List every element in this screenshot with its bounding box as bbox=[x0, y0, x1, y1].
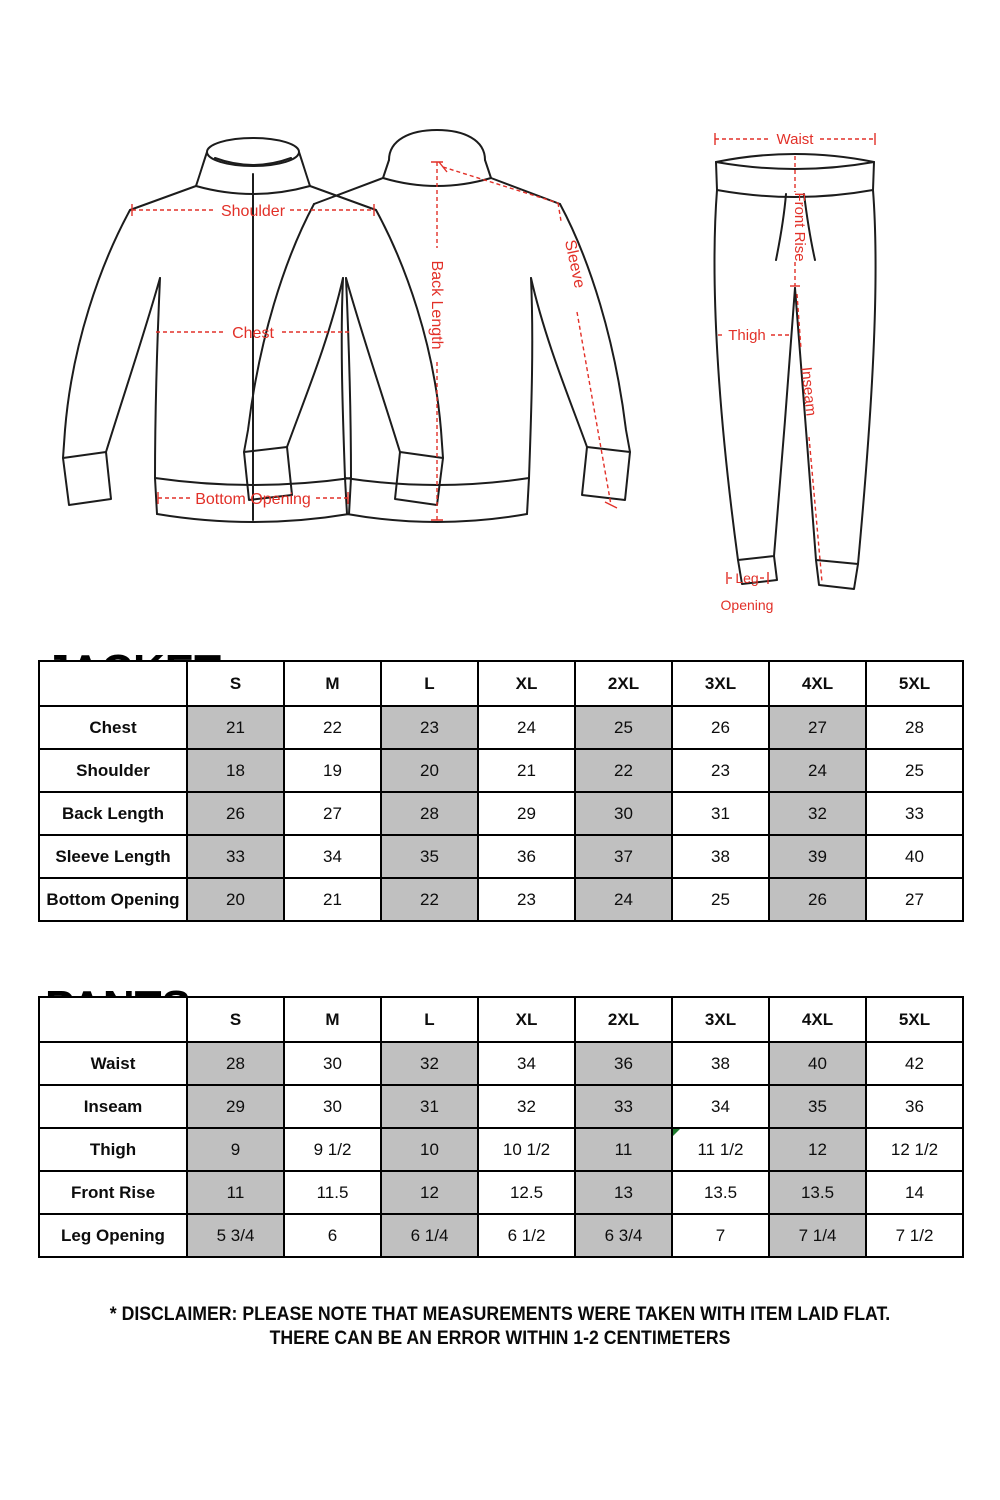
size-cell: 12.5 bbox=[478, 1171, 575, 1214]
pants-size-table bbox=[38, 996, 964, 1258]
size-cell: 25 bbox=[672, 878, 769, 921]
table-row bbox=[39, 792, 963, 835]
disclaimer-line2: THERE CAN BE AN ERROR WITHIN 1-2 CENTIMETERS bbox=[269, 1328, 731, 1349]
size-cell: 11 bbox=[187, 1171, 284, 1214]
size-column-header: L bbox=[381, 661, 478, 706]
jacket-size-table bbox=[38, 660, 964, 922]
size-cell: 30 bbox=[284, 1085, 381, 1128]
size-cell: 30 bbox=[284, 1042, 381, 1085]
size-cell: 6 3/4 bbox=[575, 1214, 672, 1257]
jacket-sleeve-measure bbox=[439, 162, 617, 508]
pants-waist-measure bbox=[715, 131, 875, 148]
size-cell: 24 bbox=[478, 706, 575, 749]
disclaimer-line1: * DISCLAIMER: PLEASE NOTE THAT MEASUREMENTS WERE TAKEN WITH ITEM LAID FLAT. bbox=[109, 1304, 891, 1325]
jacket-back-length-label: Back Length bbox=[428, 260, 445, 350]
size-column-header: XL bbox=[478, 997, 575, 1042]
size-column-header: 5XL bbox=[866, 661, 963, 706]
size-cell: 29 bbox=[478, 792, 575, 835]
size-cell: 13.5 bbox=[672, 1171, 769, 1214]
size-cell: 10 1/2 bbox=[478, 1128, 575, 1171]
size-cell: 27 bbox=[284, 792, 381, 835]
table-row bbox=[39, 1128, 963, 1171]
size-cell: 25 bbox=[575, 706, 672, 749]
table-row bbox=[39, 835, 963, 878]
table-row bbox=[39, 1214, 963, 1257]
size-column-header: M bbox=[284, 997, 381, 1042]
size-cell: 38 bbox=[672, 1042, 769, 1085]
size-cell: 37 bbox=[575, 835, 672, 878]
table-row bbox=[39, 1085, 963, 1128]
size-cell: 11.5 bbox=[284, 1171, 381, 1214]
pants-inseam-label: Inseam bbox=[797, 366, 820, 417]
pants-front-rise-label: Front Rise bbox=[791, 192, 808, 262]
size-cell: 35 bbox=[769, 1085, 866, 1128]
size-cell: 22 bbox=[381, 878, 478, 921]
jacket-chest-label: Chest bbox=[232, 325, 274, 342]
size-cell: 27 bbox=[866, 878, 963, 921]
size-cell: 7 1/2 bbox=[866, 1214, 963, 1257]
size-cell: 40 bbox=[866, 835, 963, 878]
pants-inseam-measure bbox=[797, 294, 822, 582]
size-cell: 28 bbox=[187, 1042, 284, 1085]
size-cell: 21 bbox=[284, 878, 381, 921]
row-label: Chest bbox=[39, 706, 187, 749]
size-cell: 26 bbox=[187, 792, 284, 835]
size-column-header: S bbox=[187, 661, 284, 706]
row-label: Bottom Opening bbox=[39, 878, 187, 921]
size-cell: 32 bbox=[769, 792, 866, 835]
jacket-bottom-opening-measure bbox=[158, 491, 348, 508]
jacket-diagram bbox=[40, 100, 650, 560]
table-corner-cell bbox=[39, 997, 187, 1042]
size-cell: 28 bbox=[866, 706, 963, 749]
pants-diagram bbox=[690, 112, 900, 632]
size-column-header: 3XL bbox=[672, 997, 769, 1042]
size-column-header: L bbox=[381, 997, 478, 1042]
size-cell: 20 bbox=[381, 749, 478, 792]
size-cell: 6 1/2 bbox=[478, 1214, 575, 1257]
row-label: Shoulder bbox=[39, 749, 187, 792]
size-cell: 39 bbox=[769, 835, 866, 878]
pants-waist-label: Waist bbox=[776, 131, 814, 148]
size-cell: 29 bbox=[187, 1085, 284, 1128]
pants-leg-opening-label-line1: Leg bbox=[735, 570, 759, 586]
size-cell: 10 bbox=[381, 1128, 478, 1171]
size-cell: 12 bbox=[381, 1171, 478, 1214]
row-label: Sleeve Length bbox=[39, 835, 187, 878]
table-row bbox=[39, 878, 963, 921]
jacket-bottom-opening-label: Bottom Opening bbox=[195, 491, 311, 508]
row-label: Waist bbox=[39, 1042, 187, 1085]
size-cell: 9 1/2 bbox=[284, 1128, 381, 1171]
size-cell: 26 bbox=[672, 706, 769, 749]
size-cell: 14 bbox=[866, 1171, 963, 1214]
size-cell: 33 bbox=[187, 835, 284, 878]
size-column-header: 3XL bbox=[672, 661, 769, 706]
size-cell: 21 bbox=[478, 749, 575, 792]
size-cell: 12 bbox=[769, 1128, 866, 1171]
size-cell: 22 bbox=[575, 749, 672, 792]
size-cell: 34 bbox=[478, 1042, 575, 1085]
size-column-header: M bbox=[284, 661, 381, 706]
size-cell: 27 bbox=[769, 706, 866, 749]
size-cell: 22 bbox=[284, 706, 381, 749]
size-cell: 34 bbox=[672, 1085, 769, 1128]
jacket-sleeve-label: Sleeve bbox=[561, 238, 588, 290]
size-cell: 24 bbox=[575, 878, 672, 921]
size-cell: 25 bbox=[866, 749, 963, 792]
pants-thigh-measure bbox=[718, 327, 791, 344]
size-column-header: XL bbox=[478, 661, 575, 706]
size-cell: 6 1/4 bbox=[381, 1214, 478, 1257]
size-cell: 36 bbox=[866, 1085, 963, 1128]
table-row bbox=[39, 1171, 963, 1214]
size-cell: 26 bbox=[769, 878, 866, 921]
table-row bbox=[39, 706, 963, 749]
size-cell: 23 bbox=[478, 878, 575, 921]
size-cell: 19 bbox=[284, 749, 381, 792]
size-cell: 12 1/2 bbox=[866, 1128, 963, 1171]
row-label: Front Rise bbox=[39, 1171, 187, 1214]
row-label: Back Length bbox=[39, 792, 187, 835]
size-cell: 42 bbox=[866, 1042, 963, 1085]
jacket-chest-measure bbox=[156, 325, 350, 342]
row-label: Thigh bbox=[39, 1128, 187, 1171]
pants-leg-opening-label-line2: Opening bbox=[720, 597, 774, 613]
size-cell: 13.5 bbox=[769, 1171, 866, 1214]
size-cell: 38 bbox=[672, 835, 769, 878]
pants-front-rise-measure bbox=[790, 156, 808, 286]
size-cell: 13 bbox=[575, 1171, 672, 1214]
size-cell: 33 bbox=[866, 792, 963, 835]
size-cell: 21 bbox=[187, 706, 284, 749]
jacket-shoulder-measure bbox=[132, 203, 374, 220]
size-column-header: 5XL bbox=[866, 997, 963, 1042]
size-column-header: 4XL bbox=[769, 997, 866, 1042]
size-column-header: 2XL bbox=[575, 997, 672, 1042]
pants-thigh-label: Thigh bbox=[728, 327, 766, 344]
size-cell: 36 bbox=[478, 835, 575, 878]
size-cell: 32 bbox=[381, 1042, 478, 1085]
size-cell: 31 bbox=[672, 792, 769, 835]
size-cell: 7 bbox=[672, 1214, 769, 1257]
size-cell: 24 bbox=[769, 749, 866, 792]
size-cell: 36 bbox=[575, 1042, 672, 1085]
size-cell: 31 bbox=[381, 1085, 478, 1128]
table-corner-cell bbox=[39, 661, 187, 706]
size-cell: 35 bbox=[381, 835, 478, 878]
size-column-header: 2XL bbox=[575, 661, 672, 706]
size-cell: 33 bbox=[575, 1085, 672, 1128]
table-row bbox=[39, 1042, 963, 1085]
size-cell: 30 bbox=[575, 792, 672, 835]
size-column-header: S bbox=[187, 997, 284, 1042]
size-cell: 11 1/2 bbox=[672, 1128, 769, 1171]
size-cell: 32 bbox=[478, 1085, 575, 1128]
size-cell: 23 bbox=[381, 706, 478, 749]
size-cell: 7 1/4 bbox=[769, 1214, 866, 1257]
size-cell: 34 bbox=[284, 835, 381, 878]
size-cell: 28 bbox=[381, 792, 478, 835]
row-label: Leg Opening bbox=[39, 1214, 187, 1257]
row-label: Inseam bbox=[39, 1085, 187, 1128]
pants-leg-opening-measure bbox=[721, 570, 774, 613]
disclaimer bbox=[35, 1303, 965, 1351]
size-cell: 11 bbox=[575, 1128, 672, 1171]
size-cell: 18 bbox=[187, 749, 284, 792]
size-cell: 6 bbox=[284, 1214, 381, 1257]
size-cell: 5 3/4 bbox=[187, 1214, 284, 1257]
size-column-header: 4XL bbox=[769, 661, 866, 706]
size-cell: 20 bbox=[187, 878, 284, 921]
size-cell: 23 bbox=[672, 749, 769, 792]
table-row bbox=[39, 749, 963, 792]
size-cell: 9 bbox=[187, 1128, 284, 1171]
size-cell: 40 bbox=[769, 1042, 866, 1085]
jacket-shoulder-label: Shoulder bbox=[220, 203, 286, 220]
